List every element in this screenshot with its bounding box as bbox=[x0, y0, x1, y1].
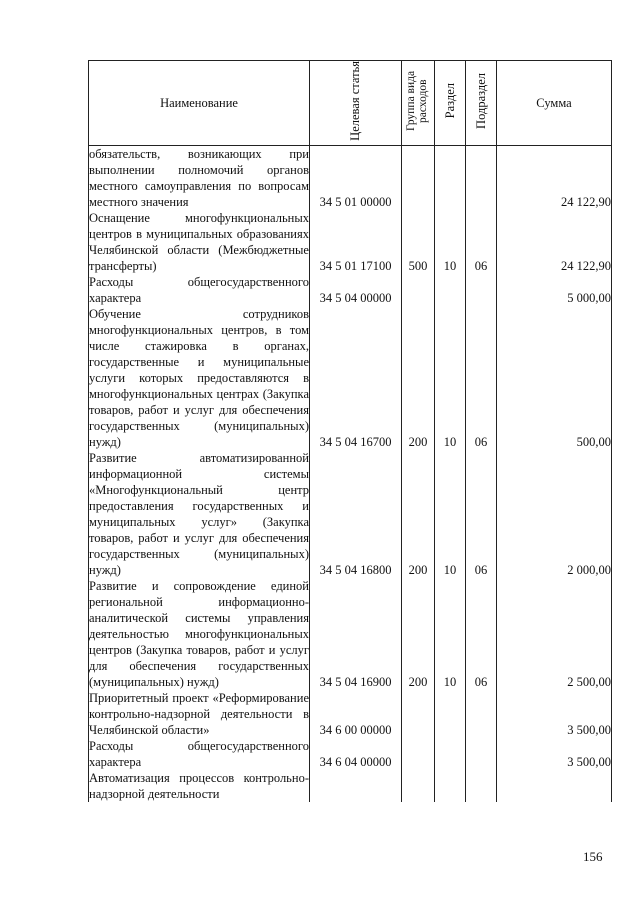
row-group: 500 bbox=[402, 210, 435, 274]
row-section: 10 bbox=[435, 210, 466, 274]
row-amount: 24 122,90 bbox=[497, 146, 612, 211]
table-row bbox=[89, 274, 612, 306]
row-code: 34 5 01 17100 bbox=[310, 210, 402, 274]
table-row bbox=[89, 578, 612, 690]
row-subsection: 06 bbox=[466, 306, 497, 450]
table-row bbox=[89, 450, 612, 578]
header-subsection: Подраздел bbox=[466, 61, 497, 146]
row-group: 200 bbox=[402, 306, 435, 450]
row-name: Оснащение многофункциональных центров в муниципальных образованиях Челябинской области (Межбюджетные трансферты) bbox=[89, 211, 309, 273]
row-section bbox=[435, 274, 466, 306]
row-name: Обучение сотрудников многофункциональных центров, в том числе стажировка в органах, государственные и муниципальные услуги которых предоставляются в многофункциональных центрах (Закупка товаров, работ и услуг для обеспечения государственных (муниципальных) нужд) bbox=[89, 307, 309, 449]
row-section: 10 bbox=[435, 306, 466, 450]
row-section: 10 bbox=[435, 450, 466, 578]
row-group: 200 bbox=[402, 450, 435, 578]
row-code: 34 5 01 00000 bbox=[310, 146, 402, 211]
row-code: 34 5 04 16900 bbox=[310, 578, 402, 690]
table-row bbox=[89, 770, 612, 802]
row-amount: 3 500,00 bbox=[497, 738, 612, 770]
header-name: Наименование bbox=[89, 61, 310, 146]
row-code bbox=[310, 770, 402, 802]
row-name: Расходы общегосударственного характера bbox=[89, 739, 309, 769]
header-target-article: Целевая статья bbox=[310, 61, 402, 146]
header-section: Раздел bbox=[435, 61, 466, 146]
row-group bbox=[402, 770, 435, 802]
table-row bbox=[89, 738, 612, 770]
row-name: обязательств, возникающих при выполнении полномочий органов местного самоуправления по вопросам местного значения bbox=[89, 147, 309, 209]
row-group bbox=[402, 738, 435, 770]
row-subsection bbox=[466, 690, 497, 738]
row-amount: 5 000,00 bbox=[497, 274, 612, 306]
row-subsection: 06 bbox=[466, 450, 497, 578]
row-name: Развитие и сопровождение единой региональной информационно-аналитической системы управления деятельностью многофункциональных центров (Закупка товаров, работ и услуг для обеспечения государственных (муниципальных) нужд) bbox=[89, 579, 309, 689]
table-row bbox=[89, 210, 612, 274]
row-code: 34 6 00 00000 bbox=[310, 690, 402, 738]
row-section bbox=[435, 770, 466, 802]
row-amount: 3 500,00 bbox=[497, 690, 612, 738]
row-section bbox=[435, 146, 466, 211]
header-amount: Сумма bbox=[497, 61, 612, 146]
table-row bbox=[89, 306, 612, 450]
row-subsection: 06 bbox=[466, 578, 497, 690]
row-code: 34 6 04 00000 bbox=[310, 738, 402, 770]
row-subsection bbox=[466, 770, 497, 802]
row-amount: 2 000,00 bbox=[497, 450, 612, 578]
row-subsection bbox=[466, 146, 497, 211]
page-number: 156 bbox=[583, 849, 603, 864]
row-group: 200 bbox=[402, 578, 435, 690]
row-section bbox=[435, 738, 466, 770]
row-subsection bbox=[466, 738, 497, 770]
header-expense-group: Группа вида расходов bbox=[402, 61, 435, 146]
row-name: Автоматизация процессов контрольно-надзорной деятельности bbox=[89, 771, 309, 801]
row-name: Расходы общегосударственного характера bbox=[89, 275, 309, 305]
table-row bbox=[89, 146, 612, 211]
row-amount bbox=[497, 770, 612, 802]
row-amount: 500,00 bbox=[497, 306, 612, 450]
row-group bbox=[402, 274, 435, 306]
row-subsection bbox=[466, 274, 497, 306]
row-name: Приоритетный проект «Реформирование контрольно-надзорной деятельности в Челябинской области» bbox=[89, 691, 309, 737]
row-code: 34 5 04 00000 bbox=[310, 274, 402, 306]
table-header-row bbox=[89, 61, 612, 146]
row-code: 34 5 04 16700 bbox=[310, 306, 402, 450]
budget-table bbox=[88, 60, 612, 802]
row-subsection: 06 bbox=[466, 210, 497, 274]
table-row bbox=[89, 690, 612, 738]
row-name: Развитие автоматизированной информационной системы «Многофункциональный центр предоставления государственных и муниципальных услуг» (Закупка товаров, работ и услуг для обеспечения государственных (муниципальных) нужд) bbox=[89, 451, 309, 577]
row-amount: 24 122,90 bbox=[497, 210, 612, 274]
row-group bbox=[402, 690, 435, 738]
row-section bbox=[435, 690, 466, 738]
row-code: 34 5 04 16800 bbox=[310, 450, 402, 578]
row-amount: 2 500,00 bbox=[497, 578, 612, 690]
row-group bbox=[402, 146, 435, 211]
row-section: 10 bbox=[435, 578, 466, 690]
